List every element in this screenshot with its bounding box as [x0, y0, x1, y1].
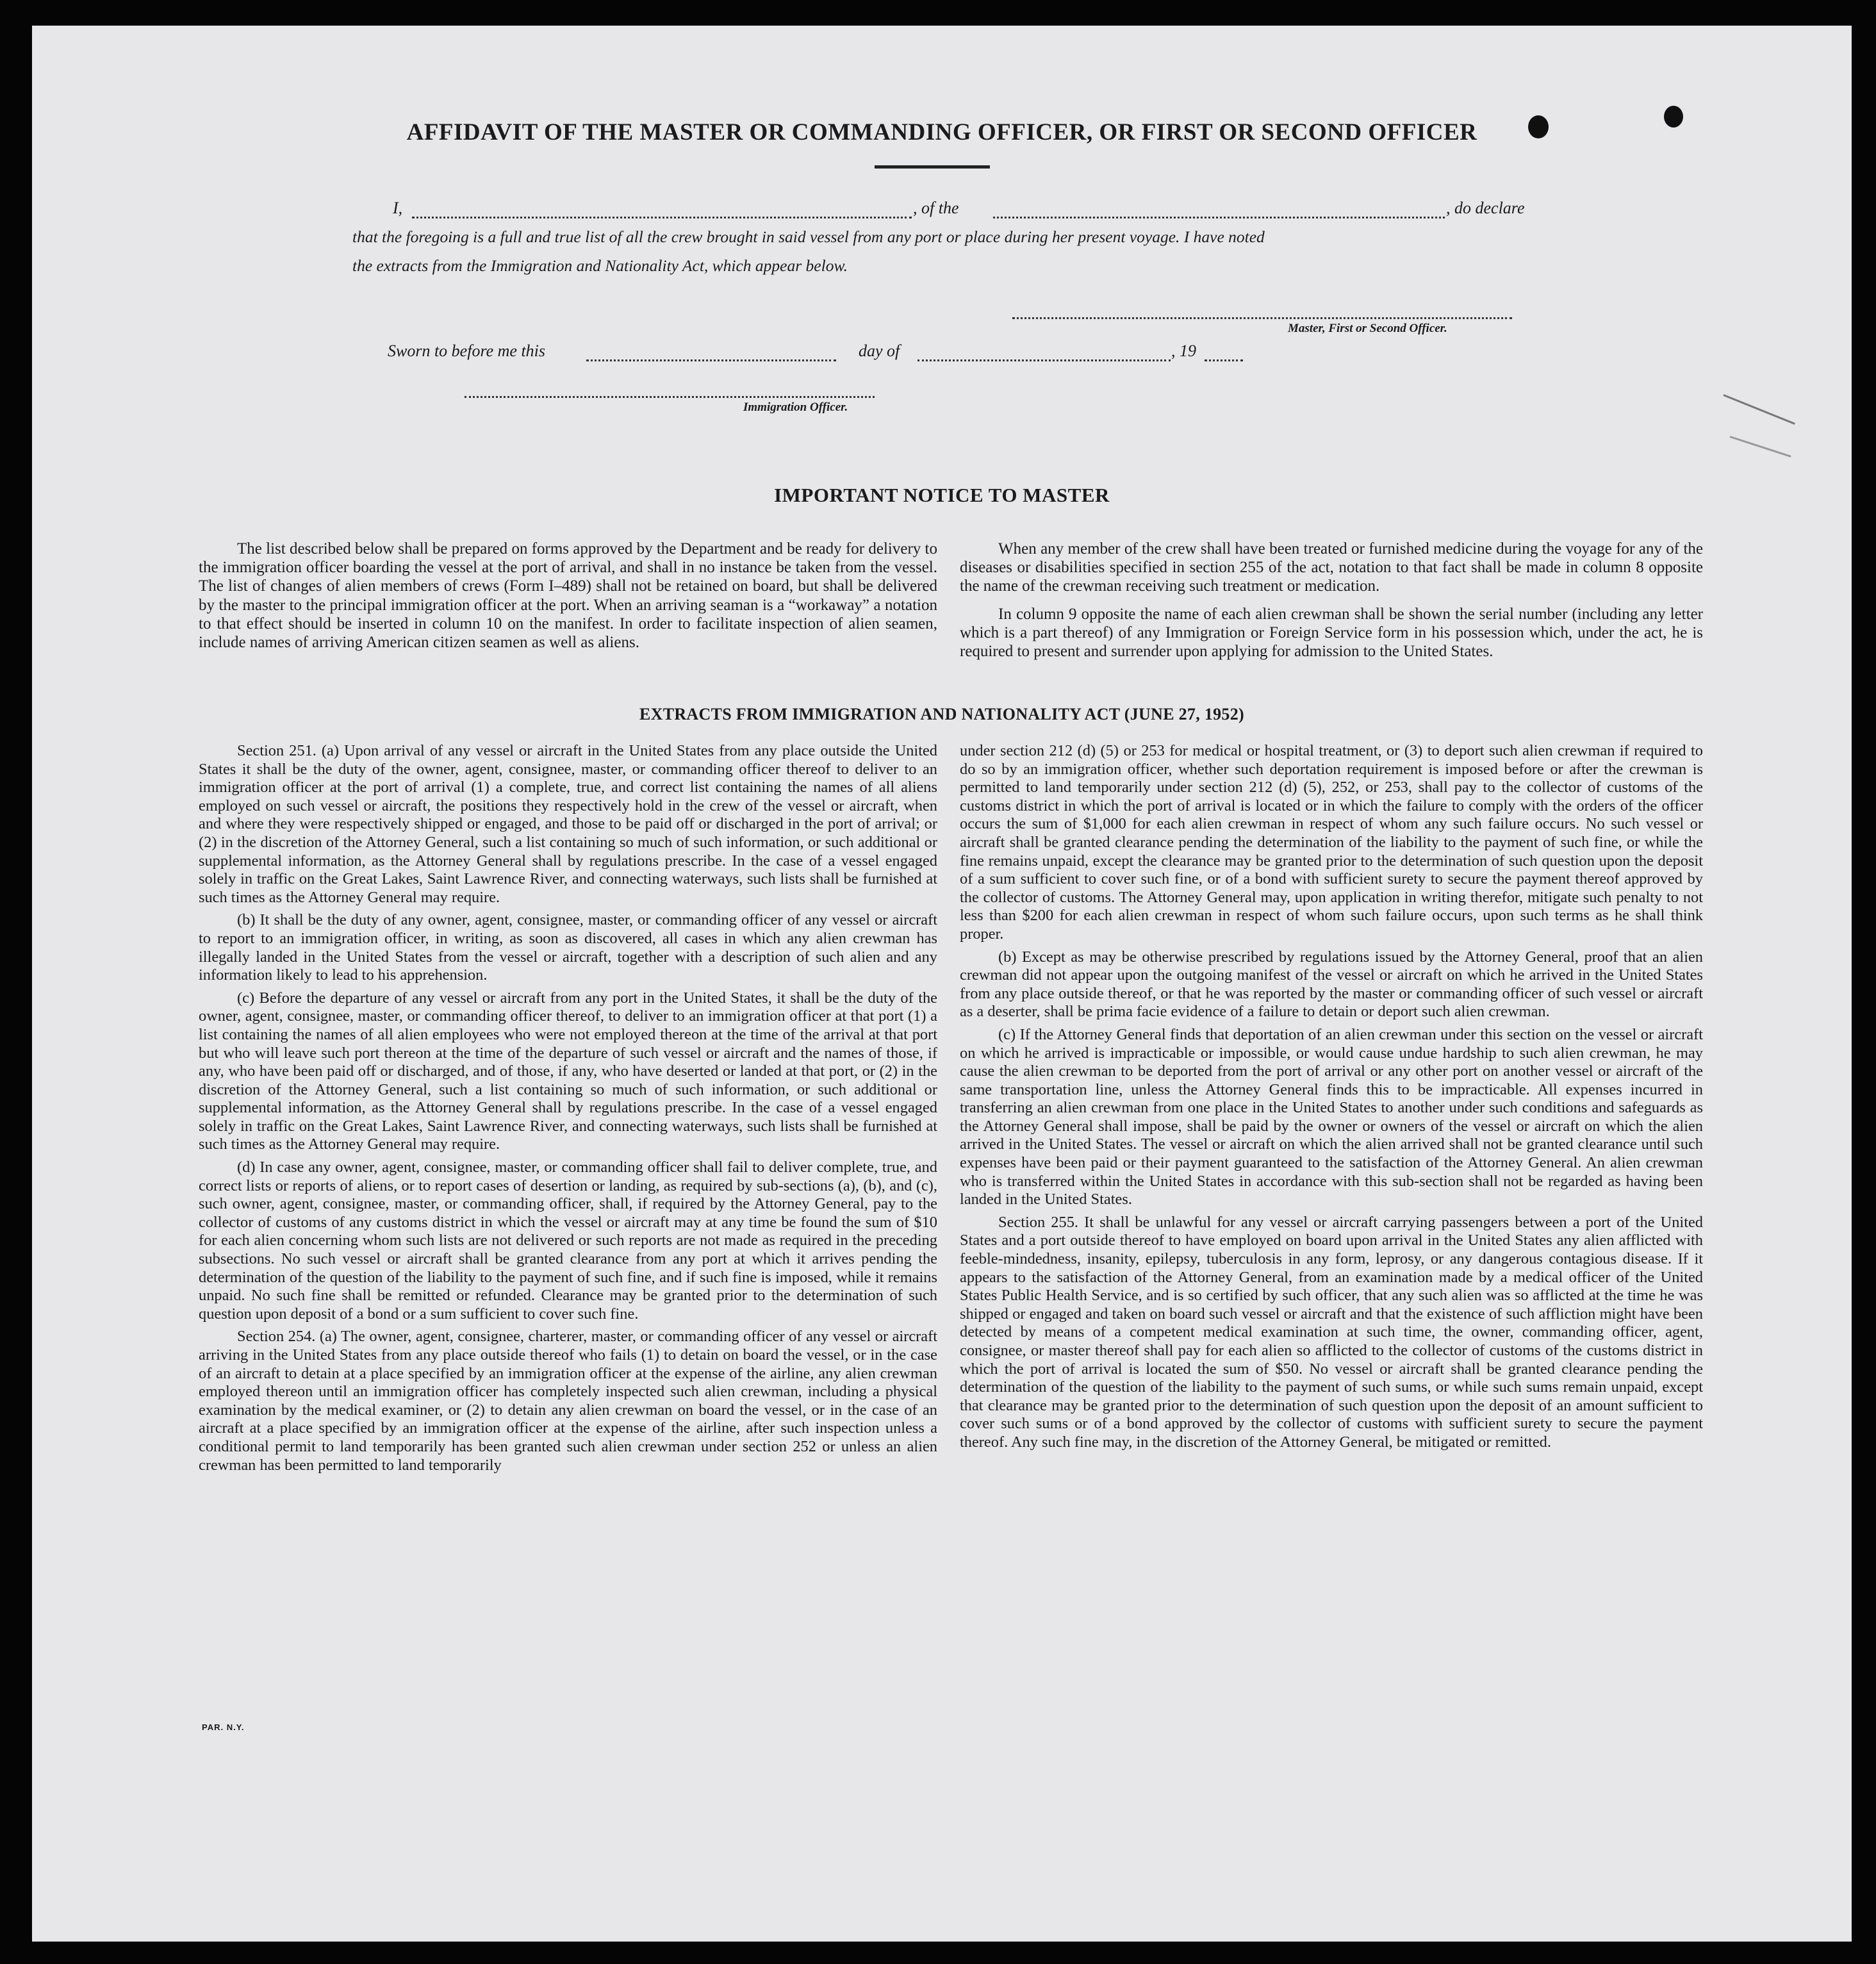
extracts-title: EXTRACTS FROM IMMIGRATION AND NATIONALITY ACT (JUNE 27, 1952)	[639, 705, 1244, 723]
scratch-mark	[1723, 394, 1795, 425]
notice-left-column	[199, 540, 937, 656]
section-paragraph: (d) In case any owner, agent, consignee, master, or commanding officer shall fail to deliver complete, true, and correct lists or reports of aliens, or to report cases of desertion or landing, as required by sub-sections (a), (b), and (c), such owner, agent, consignee, master, or commanding officer, shall, if required by the Attorney General, pay to the collector of customs of any customs district in which the vessel or aircraft may at any time be found the sum of $10 for each alien concerning whom such lists are not delivered or such reports are not made as required in the preceding subsections. No such vessel or aircraft shall be granted clearance from any port at which it arrives pending the determination of the question of the liability to the payment of such fine, and if such fine is imposed, while it remains unpaid. No such fine shall be remitted or refunded. Clearance may be granted prior to the determination of such question upon deposit of a bond or a sum sufficient to cover such fine.	[199, 1159, 937, 1323]
sworn-year-label: , 19	[1171, 342, 1196, 360]
declarant-name-field[interactable]	[412, 217, 912, 219]
decl-line-2: that the foregoing is a full and true list of all the crew brought in said vessel from any port or place during her present voyage. I have noted	[352, 227, 1265, 246]
section-paragraph: Section 255. It shall be unlawful for any vessel or aircraft carrying passengers between a port of the United States and a port outside thereof to have employed on board upon arrival in the United States any alien afflicted with feeble-mindedness, insanity, epilepsy, tuberculosis in any form, leprosy, or any dangerous contagious disease. If it appears to the satisfaction of the Attorney General, from an examination made by a medical officer of the United States Public Health Service, and is so certified by such officer, that any such alien was so afflicted at the time he was shipped or engaged and taken on board such vessel or aircraft and that the existence of such affliction might have been detected by means of a competent medical examination at such time, the owner, commanding officer, agent, consignee, or master thereof shall pay for each alien so afflicted to the collector of customs of the customs district in which the port of arrival is located the sum of $50. No vessel or aircraft shall be granted clearance pending the determination of the question of the liability to the payment of such sums, or while such sums remain unpaid, except that clearance may be granted prior to the determination of such question upon the deposit of an amount sufficient to cover such sums or of a bond approved by the collector of customs with sufficient surety to secure the payment thereof. Any such fine may, in the discretion of the Attorney General, be mitigated or remitted.	[960, 1213, 1703, 1451]
section-paragraph: Section 251. (a) Upon arrival of any vessel or aircraft in the United States from any place outside the United States it shall be the duty of the owner, agent, consignee, master, or commanding officer thereof to deliver to an immigration officer at the port of arrival (1) a complete, true, and correct list containing the names of all aliens employed on such vessel or aircraft, the positions they respectively hold in the crew of the vessel or aircraft, when and where they were respectively shipped or engaged, and those to be paid off or discharged in the port of arrival; or (2) in the discretion of the Attorney General, such a list containing so much of such information, or such additional or supplemental information, as the Attorney General shall by regulations prescribe. In the case of a vessel engaged solely in traffic on the Great Lakes, Saint Lawrence River, and connecting waterways, such lists shall be furnished at such times as the Attorney General may require.	[199, 742, 937, 906]
extracts-left-column	[199, 742, 937, 1479]
sworn-prefix-label: Sworn to before me this	[388, 342, 546, 360]
section-paragraph: Section 254. (a) The owner, agent, consignee, charterer, master, or commanding officer of any vessel or aircraft arriving in the United States from any place outside thereof who fails (1) to detain on board the vessel, or in the case of an aircraft to detain at a place specified by an immigration officer at the expense of the airline, any alien crewman employed thereon until an immigration officer has completely inspected such alien crewman, including a physical examination by the medical examiner, or (2) to detain any alien crewman on board the vessel, or in the case of an aircraft at a place specified by an immigration officer at the expense of the airline, after such inspection unless a conditional permit to land temporarily has been granted such alien crewman under section 252 or unless an alien crewman has been permitted to land temporarily	[199, 1328, 937, 1474]
section-paragraph: (b) It shall be the duty of any owner, agent, consignee, master, or commanding officer of any vessel or aircraft to report to an immigration officer, in writing, as soon as discovered, all cases in which any alien crewman has illegally landed in the United States from the vessel or aircraft, together with a description of such alien and any information likely to lead to his apprehension.	[199, 911, 937, 984]
master-signature-field[interactable]	[1012, 317, 1512, 319]
officer-signature-field[interactable]	[465, 396, 875, 398]
master-signature-caption: Master, First or Second Officer.	[1288, 322, 1447, 335]
sworn-day-field[interactable]	[586, 359, 836, 361]
notice-paragraph: When any member of the crew shall have been treated or furnished medicine during the voyage for any of the diseases or disabilities specified in section 255 of the act, notation to that fact shall be made in column 8 opposite the name of the crewman receiving such treatment or medication.	[960, 540, 1703, 595]
decl-i-label: I,	[393, 199, 403, 217]
section-paragraph: (b) Except as may be otherwise prescribed by regulations issued by the Attorney General, proof that an alien crewman did not appear upon the outgoing manifest of the vessel or aircraft on which he arrived in the United States from any place outside thereof, or that he was reported by the master or commanding officer of such vessel or aircraft as a deserter, shall be prima facie evidence of a failure to detain or deport such alien crewman.	[960, 948, 1703, 1021]
decl-line-3: the extracts from the Immigration and Nationality Act, which appear below.	[352, 256, 848, 275]
decl-of-the-label: , of the	[913, 199, 959, 217]
decl-do-declare-label: , do declare	[1446, 199, 1525, 217]
form-page	[32, 26, 1852, 1942]
notice-paragraph: The list described below shall be prepared on forms approved by the Department and be ready for delivery to the immigration officer boarding the vessel at the port of arrival, and shall in no instance be taken from the vessel. The list of changes of alien members of crews (Form I–489) shall not be retained on board, but shall be delivered by the master to the principal immigration officer at the port. When an arriving seaman is a “workaway” a notation to that effect should be inserted in column 10 on the manifest. In order to facilitate inspection of alien seamen, include names of arriving American citizen seamen as well as aliens.	[199, 540, 937, 652]
affidavit-title: AFFIDAVIT OF THE MASTER OR COMMANDING OFFICER, OR FIRST OR SECOND OFFICER	[406, 119, 1477, 145]
officer-signature-caption: Immigration Officer.	[743, 400, 848, 414]
vessel-name-field[interactable]	[993, 217, 1445, 219]
notice-title: IMPORTANT NOTICE TO MASTER	[774, 484, 1110, 506]
sworn-year-field[interactable]	[1205, 359, 1243, 361]
section-paragraph: under section 212 (d) (5) or 253 for medical or hospital treatment, or (3) to deport such alien crewman if required to do so by an immigration officer, whether such deportation requirement is imposed before or after the crewman is permitted to land temporarily under section 212 (d) (5), 252, or 253, shall pay to the collector of customs of the customs district in which the port of arrival is located or in which the failure to comply with the orders of the officer occurs the sum of $1,000 for each alien crewman in respect of whom any such failure occurs. No such vessel or aircraft shall be granted clearance pending the determination of the liability to the payment of such fine, or while the fine remains unpaid, except the clearance may be granted prior to the determination of such question upon the deposit of a sum sufficient to cover such fine, or of a bond with sufficient surety to secure the payment thereof approved by the collector of customs. The Attorney General may, upon application in writing therefor, mitigate such penalty to not less than $200 for each alien crewman in respect of whom such failure occurs, upon such terms as he shall think proper.	[960, 742, 1703, 943]
sworn-month-field[interactable]	[917, 359, 1171, 361]
section-paragraph: (c) Before the departure of any vessel or aircraft from any port in the United States, it shall be the duty of the owner, agent, consignee, master, or commanding officer thereof, to deliver to an immigration officer at that port (1) a list containing the names of all alien employees who were not employed thereon at the time of the arrival at that port but who will leave such port thereon at the time of the departure of such vessel or aircraft and the names of those, if any, who have been paid off or discharged, and of those, if any, who have deserted or landed at that port, or (2) in the discretion of the Attorney General, such a list containing so much of such information, or such additional or supplemental information, as the Attorney General shall by regulations prescribe. In the case of a vessel engaged solely in traffic on the Great Lakes, Saint Lawrence River, and connecting waterways, such lists shall be furnished at such times as the Attorney General may require.	[199, 989, 937, 1153]
printer-mark: PAR. N.Y.	[202, 1722, 245, 1732]
scratch-mark	[1730, 436, 1791, 458]
title-divider	[875, 165, 990, 169]
notice-paragraph: In column 9 opposite the name of each alien crewman shall be shown the serial number (including any letter which is a part thereof) of any Immigration or Foreign Service form in his possession which, under the act, he is required to present and surrender upon applying for admission to the United States.	[960, 605, 1703, 661]
notice-right-column	[960, 540, 1703, 665]
sworn-day-of-label: day of	[859, 342, 900, 360]
extracts-right-column	[960, 742, 1703, 1456]
section-paragraph: (c) If the Attorney General finds that deportation of an alien crewman under this section on the vessel or aircraft on which he arrived is impracticable or impossible, or would cause undue hardship to such alien crewman, he may cause the alien crewman to be deported from the port of arrival or any other port on another vessel or aircraft of the same transportation line, unless the Attorney General finds this to be impracticable. All expenses incurred in transferring an alien crewman from one place in the United States to another under such conditions and safeguards as the Attorney General shall impose, shall be paid by the owner or owners of the vessel or aircraft on which the alien arrived in the United States. The vessel or aircraft on which the alien arrived shall not be granted clearance until such expenses have been paid or their payment guaranteed to the satisfaction of the Attorney General. An alien crewman who is transferred within the United States in accordance with this sub-section shall not be regarded as having been landed in the United States.	[960, 1025, 1703, 1209]
